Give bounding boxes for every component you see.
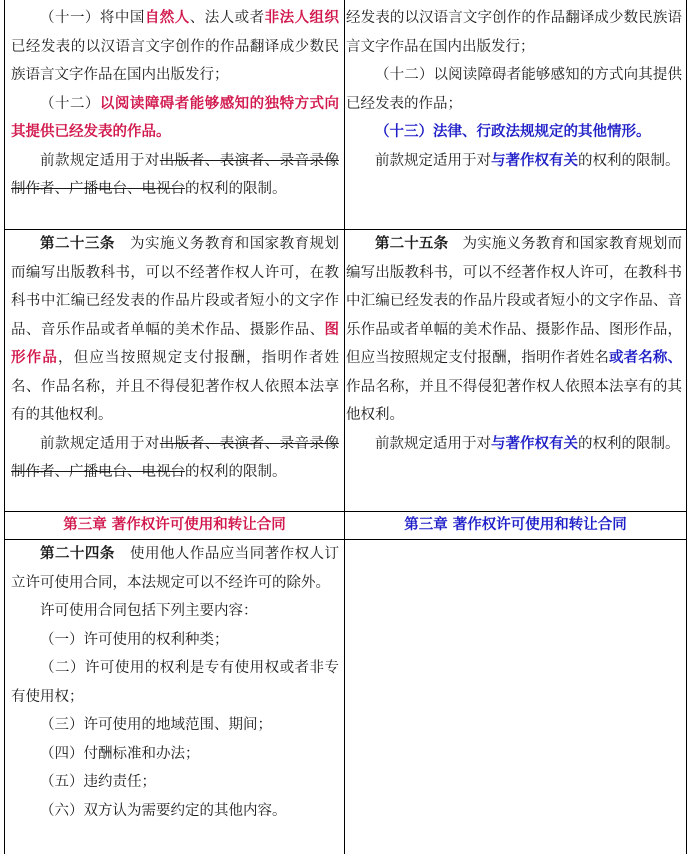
row2-right-cell	[346, 230, 682, 458]
list-item: （六）双方认为需要约定的其他内容。	[40, 802, 287, 819]
article-25-clause-new: 前款规定适用于对与著作权有关的权利的限制。	[375, 435, 680, 452]
article-24-old: 第二十四条 使用他人作品应当同著作权人订立许可使用合同，本法规定可以不经许可的除外。	[11, 546, 339, 591]
item-11-old: （十一）将中国自然人、法人或者非法人组织已经发表的以汉语言文字创作的作品翻译成少数民族语言文字作品在国内出版发行；	[11, 10, 339, 83]
list-item: （一）许可使用的权利种类；	[40, 631, 229, 648]
list-item: （二）许可使用的权利是专有使用权或者非专有使用权；	[11, 660, 339, 705]
row1-left-cell	[11, 4, 339, 204]
applicability-clause-new: 前款规定适用于对与著作权有关的权利的限制。	[375, 152, 680, 169]
contract-contents-intro: 许可使用合同包括下列主要内容：	[40, 603, 258, 619]
article-25-new: 第二十五条 为实施义务教育和国家教育规划而编写出版教科书，可以不经著作权人许可，在教科书中汇编已经发表的作品片段或者短小的文字作品、音乐作品或者单幅的美术作品、摄影作品、图形作品，但应当按照规定支付报酬，指明作者姓名或者名称、作品名称，并且不得侵犯著作权人依照本法享有的其他权利。	[346, 236, 682, 423]
item-12-old: （十二）以阅读障碍者能够感知的独特方式向其提供已经发表的作品。	[11, 95, 339, 140]
row3-right-cell-empty	[346, 540, 682, 840]
item-12-new: （十二）以阅读障碍者能够感知的方式向其提供已经发表的作品；	[346, 67, 682, 112]
item-11-new-continued: 经发表的以汉语言文字创作的作品翻译成少数民族语言文字作品在国内出版发行；	[346, 10, 682, 55]
list-item: （四）付酬标准和办法；	[40, 745, 200, 762]
comparison-table	[4, 0, 687, 854]
row3-left-cell	[11, 540, 339, 825]
applicability-clause-old: 前款规定适用于对出版者、表演者、录音录像制作者、广播电台、电视台的权利的限制。	[11, 152, 339, 197]
row2-left-cell	[11, 230, 339, 487]
chapter-title-old: 第三章 著作权许可使用和转让合同	[63, 517, 286, 533]
row1-right-cell	[346, 4, 682, 175]
column-divider	[344, 0, 345, 854]
list-item: （三）许可使用的地域范围、期间；	[40, 717, 272, 733]
article-23-old: 第二十三条 为实施义务教育和国家教育规划而编写出版教科书，可以不经著作权人许可，在教科书中汇编已经发表的作品片段或者短小的文字作品、音乐作品或者单幅的美术作品、摄影作品、图形作品，但应当按照规定支付报酬，指明作者姓名、作品名称，并且不得侵犯著作权人依照本法享有的其他权利。	[11, 236, 339, 423]
chapter-title-new: 第三章 著作权许可使用和转让合同	[404, 517, 627, 533]
list-item: （五）违约责任；	[40, 774, 156, 790]
item-13-new: （十三）法律、行政法规规定的其他情形。	[375, 124, 651, 140]
article-23-clause-old: 前款规定适用于对出版者、表演者、录音录像制作者、广播电台、电视台的权利的限制。	[11, 435, 339, 480]
